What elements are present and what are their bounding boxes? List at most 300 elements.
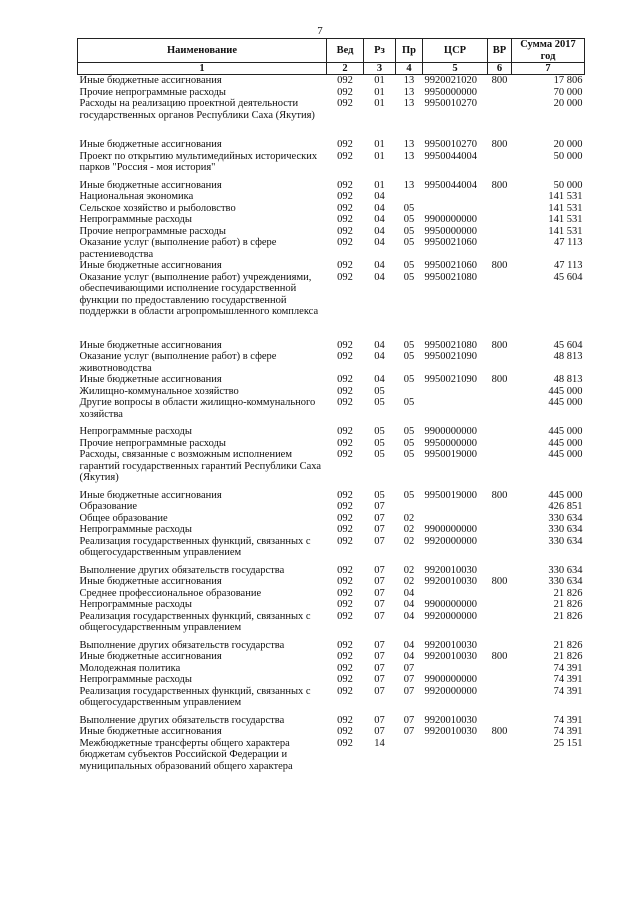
row-csr: 9920000000 xyxy=(424,535,477,547)
column-number: 4 xyxy=(396,63,423,75)
table-row xyxy=(78,386,585,398)
row-vr xyxy=(488,237,512,260)
row-sum: 20 000 xyxy=(553,139,583,150)
row-sum: 70 000 xyxy=(553,86,583,98)
row-ved: 092 xyxy=(337,397,353,408)
row-vr xyxy=(488,599,512,611)
row-pr: 05 xyxy=(403,397,415,408)
column-number: 5 xyxy=(423,63,488,75)
row-sum: 426 851 xyxy=(548,501,583,512)
row-sum: 330 634 xyxy=(548,524,583,535)
row-sum: 45 604 xyxy=(553,271,583,283)
row-vr xyxy=(488,686,512,715)
row-rz: 07 xyxy=(374,524,385,535)
table-row xyxy=(78,226,585,238)
table-row xyxy=(78,501,585,513)
row-ved: 092 xyxy=(337,225,353,237)
row-vr xyxy=(488,738,512,773)
row-name: Непрограммные расходы xyxy=(79,599,192,610)
row-vr xyxy=(488,524,512,536)
row-pr: 05 xyxy=(403,339,415,351)
row-rz: 01 xyxy=(374,75,385,86)
column-number: 2 xyxy=(327,63,364,75)
row-sum: 141 531 xyxy=(548,225,583,237)
row-ved: 092 xyxy=(337,512,353,524)
row-pr: 04 xyxy=(403,651,415,662)
table-row xyxy=(78,438,585,450)
row-rz: 04 xyxy=(374,191,385,202)
row-ved: 092 xyxy=(337,674,353,685)
row-vr xyxy=(488,397,512,426)
row-ved: 092 xyxy=(337,587,353,599)
row-sum: 25 151 xyxy=(553,737,583,749)
row-pr: 05 xyxy=(403,374,415,385)
row-pr: 02 xyxy=(403,512,415,524)
row-name: Иные бюджетные ассигнования xyxy=(79,179,222,191)
row-rz: 07 xyxy=(374,726,385,737)
row-sum: 50 000 xyxy=(553,179,583,191)
row-csr: 9900000000 xyxy=(424,524,477,535)
row-rz: 07 xyxy=(374,714,385,726)
row-ved: 092 xyxy=(337,449,353,460)
row-name: Оказание услуг (выполнение работ) в сфере животноводства xyxy=(79,351,277,374)
row-csr: 9950010270 xyxy=(424,139,477,150)
row-sum: 21 826 xyxy=(553,587,583,599)
row-csr: 9950019000 xyxy=(424,489,477,501)
table-row xyxy=(78,536,585,565)
row-rz: 05 xyxy=(374,437,385,449)
table-row xyxy=(78,151,585,180)
row-rz: 14 xyxy=(374,737,385,749)
column-number-row xyxy=(78,63,585,75)
row-sum: 141 531 xyxy=(548,202,583,214)
row-sum: 21 826 xyxy=(553,599,583,610)
row-vr xyxy=(488,513,512,525)
table-row xyxy=(78,272,585,340)
row-pr: 05 xyxy=(403,225,415,237)
row-name: Выполнение других обязательств государства xyxy=(79,714,285,726)
row-vr xyxy=(488,611,512,640)
row-ved: 092 xyxy=(337,576,353,587)
row-ved: 092 xyxy=(337,726,353,737)
row-vr xyxy=(488,501,512,513)
table-row xyxy=(78,726,585,738)
row-sum: 20 000 xyxy=(553,98,583,109)
row-name: Национальная экономика xyxy=(79,191,194,202)
table-row xyxy=(78,449,585,490)
table-row xyxy=(78,237,585,260)
row-csr: 9920000000 xyxy=(424,610,477,622)
row-sum: 48 813 xyxy=(553,351,583,362)
row-vr xyxy=(488,588,512,600)
row-csr: 9950021090 xyxy=(424,374,477,385)
table-row xyxy=(78,191,585,203)
row-rz: 04 xyxy=(374,351,385,362)
row-sum: 445 000 xyxy=(548,397,583,408)
row-vr: 800 xyxy=(491,339,508,351)
row-name: Прочие непрограммные расходы xyxy=(79,437,226,449)
row-name: Жилищно-коммунальное хозяйство xyxy=(79,385,239,397)
row-csr: 9920010030 xyxy=(424,639,477,651)
table-row xyxy=(78,674,585,686)
row-sum: 47 113 xyxy=(554,237,583,248)
table-row xyxy=(78,640,585,652)
row-ved: 092 xyxy=(337,651,353,662)
row-name: Оказание услуг (выполнение работ) в сфере растениеводства xyxy=(79,237,277,260)
row-csr: 9920010030 xyxy=(424,726,477,737)
row-csr: 9950019000 xyxy=(424,449,477,460)
row-rz: 01 xyxy=(374,86,385,98)
row-rz: 07 xyxy=(374,512,385,524)
row-ved: 092 xyxy=(337,501,353,512)
row-csr: 9900000000 xyxy=(424,674,477,685)
row-csr: 9950021080 xyxy=(424,271,477,283)
row-name: Выполнение других обязательств государства xyxy=(79,639,285,651)
row-rz: 05 xyxy=(374,426,385,437)
row-sum: 74 391 xyxy=(553,674,583,685)
row-sum: 445 000 xyxy=(548,449,583,460)
row-sum: 74 391 xyxy=(553,714,583,726)
row-rz: 01 xyxy=(374,179,385,191)
header-csr: ЦСР xyxy=(423,39,488,63)
row-sum: 330 634 xyxy=(548,535,583,547)
row-vr xyxy=(488,214,512,226)
table-row xyxy=(78,98,585,139)
row-rz: 07 xyxy=(374,662,385,674)
row-ved: 092 xyxy=(337,191,353,202)
row-name: Проект по открытию мультимедийных исторических парков "Россия - моя история" xyxy=(79,150,318,173)
row-name: Прочие непрограммные расходы xyxy=(79,225,226,237)
row-ved: 092 xyxy=(337,437,353,449)
table-row xyxy=(78,139,585,151)
row-csr: 9950021080 xyxy=(424,339,477,351)
row-vr xyxy=(488,191,512,203)
row-name: Реализация государственных функций, связанных с общегосударственным управлением xyxy=(79,610,311,633)
row-vr xyxy=(488,151,512,180)
row-csr: 9920010030 xyxy=(424,651,477,662)
row-pr: 13 xyxy=(403,150,415,162)
header-pr: Пр xyxy=(396,39,423,63)
table-row xyxy=(78,611,585,640)
row-rz: 04 xyxy=(374,214,385,225)
row-pr: 07 xyxy=(403,726,415,737)
row-sum: 74 391 xyxy=(553,662,583,674)
row-rz: 04 xyxy=(374,202,385,214)
row-csr xyxy=(423,203,488,215)
row-ved: 092 xyxy=(337,610,353,622)
row-pr: 07 xyxy=(403,674,415,685)
row-vr: 800 xyxy=(491,726,508,737)
row-pr: 05 xyxy=(403,437,415,449)
row-csr: 9950021090 xyxy=(424,351,477,362)
row-pr: 02 xyxy=(403,576,415,587)
row-name: Непрограммные расходы xyxy=(79,214,192,225)
row-vr xyxy=(488,438,512,450)
row-name: Непрограммные расходы xyxy=(79,674,192,685)
row-sum: 50 000 xyxy=(553,150,583,162)
row-rz: 07 xyxy=(374,501,385,512)
row-pr: 13 xyxy=(403,86,415,98)
row-vr xyxy=(488,536,512,565)
row-vr: 800 xyxy=(491,75,508,86)
row-sum: 445 000 xyxy=(548,437,583,449)
row-csr: 9920010030 xyxy=(424,576,477,587)
row-csr: 9900000000 xyxy=(424,599,477,610)
table-row xyxy=(78,524,585,536)
row-ved: 092 xyxy=(337,271,353,283)
row-rz: 04 xyxy=(374,374,385,385)
row-vr: 800 xyxy=(491,576,508,587)
row-sum: 445 000 xyxy=(548,385,583,397)
row-rz: 05 xyxy=(374,489,385,501)
row-csr: 9950000000 xyxy=(424,225,477,237)
table-row xyxy=(78,565,585,577)
row-csr xyxy=(423,191,488,203)
row-pr: 13 xyxy=(403,179,415,191)
row-ved: 092 xyxy=(337,339,353,351)
row-ved: 092 xyxy=(337,685,353,697)
row-rz: 07 xyxy=(374,587,385,599)
table-row xyxy=(78,588,585,600)
row-name: Иные бюджетные ассигнования xyxy=(79,489,222,501)
row-sum: 330 634 xyxy=(548,564,583,576)
row-name: Выполнение других обязательств государства xyxy=(79,564,285,576)
table-row xyxy=(78,490,585,502)
row-vr xyxy=(488,640,512,652)
row-sum: 21 826 xyxy=(553,639,583,651)
row-ved: 092 xyxy=(337,426,353,437)
row-ved: 092 xyxy=(337,639,353,651)
row-pr: 05 xyxy=(403,214,415,225)
row-csr xyxy=(423,501,488,513)
row-ved: 092 xyxy=(337,214,353,225)
table-row xyxy=(78,513,585,525)
row-sum: 445 000 xyxy=(548,489,583,501)
row-name: Среднее профессиональное образование xyxy=(79,587,262,599)
page-number: 7 xyxy=(317,25,323,37)
row-name: Иные бюджетные ассигнования xyxy=(79,651,222,662)
row-sum: 48 813 xyxy=(553,374,583,385)
row-rz: 07 xyxy=(374,564,385,576)
row-pr: 07 xyxy=(403,662,415,674)
row-rz: 01 xyxy=(374,150,385,162)
row-ved: 092 xyxy=(337,86,353,98)
row-ved: 092 xyxy=(337,374,353,385)
column-number: 7 xyxy=(512,63,585,75)
header-rz: Рз xyxy=(364,39,396,63)
row-vr xyxy=(488,715,512,727)
row-pr: 05 xyxy=(403,271,415,283)
row-sum: 47 113 xyxy=(554,260,583,271)
row-sum: 141 531 xyxy=(548,191,583,202)
row-csr xyxy=(423,386,488,398)
table-row xyxy=(78,260,585,272)
row-pr xyxy=(396,738,423,773)
row-ved: 092 xyxy=(337,202,353,214)
row-csr: 9950021060 xyxy=(424,260,477,271)
row-vr: 800 xyxy=(491,651,508,662)
row-name: Сельское хозяйство и рыболовство xyxy=(79,202,236,214)
row-rz: 04 xyxy=(374,260,385,271)
row-name: Иные бюджетные ассигнования xyxy=(79,576,222,587)
row-pr: 05 xyxy=(403,202,415,214)
table-row xyxy=(78,203,585,215)
row-rz: 07 xyxy=(374,599,385,610)
row-vr xyxy=(488,272,512,340)
row-csr xyxy=(423,397,488,426)
header-row xyxy=(78,39,585,63)
header-vr: ВР xyxy=(488,39,512,63)
row-pr: 05 xyxy=(403,237,415,248)
row-pr: 05 xyxy=(403,489,415,501)
row-rz: 07 xyxy=(374,535,385,547)
row-rz: 04 xyxy=(374,237,385,248)
row-rz: 07 xyxy=(374,639,385,651)
table-row xyxy=(78,397,585,426)
row-vr xyxy=(488,426,512,438)
table-row xyxy=(78,738,585,773)
row-pr: 07 xyxy=(403,685,415,697)
table-row xyxy=(78,214,585,226)
table-row xyxy=(78,663,585,675)
row-pr: 05 xyxy=(403,426,415,437)
row-ved: 092 xyxy=(337,150,353,162)
row-pr: 04 xyxy=(403,639,415,651)
row-sum: 445 000 xyxy=(548,426,583,437)
row-ved: 092 xyxy=(337,737,353,749)
row-sum: 21 826 xyxy=(553,651,583,662)
row-pr: 05 xyxy=(403,260,415,271)
row-pr: 04 xyxy=(403,599,415,610)
row-ved: 092 xyxy=(337,351,353,362)
row-pr xyxy=(396,501,423,513)
table-row xyxy=(78,75,585,87)
row-sum: 330 634 xyxy=(548,512,583,524)
row-vr xyxy=(488,351,512,374)
row-name: Прочие непрограммные расходы xyxy=(79,86,226,98)
row-sum: 45 604 xyxy=(553,339,583,351)
row-name: Реализация государственных функций, связанных с общегосударственным управлением xyxy=(79,685,311,708)
row-rz: 07 xyxy=(374,674,385,685)
row-name: Оказание услуг (выполнение работ) учреждениями, обеспечивающими исполнение государственной функции по предоставлению государственной поддержки в области агропромышленного комплекса xyxy=(79,271,319,317)
row-name: Общее образование xyxy=(79,512,168,524)
row-rz: 01 xyxy=(374,98,385,109)
row-vr xyxy=(488,98,512,139)
row-pr xyxy=(396,191,423,203)
row-csr: 9950044004 xyxy=(424,150,477,162)
table-row xyxy=(78,87,585,99)
row-vr: 800 xyxy=(491,489,508,501)
row-pr: 02 xyxy=(403,564,415,576)
row-vr: 800 xyxy=(491,260,508,271)
row-rz: 01 xyxy=(374,139,385,150)
row-sum: 17 806 xyxy=(553,75,583,86)
row-csr: 9950000000 xyxy=(424,437,477,449)
row-vr: 800 xyxy=(491,179,508,191)
row-sum: 330 634 xyxy=(548,576,583,587)
table-row xyxy=(78,180,585,192)
row-csr: 9920021020 xyxy=(424,75,477,86)
row-name: Расходы, связанные с возможным исполнением гарантий государственных гарантий Республики Саха (Якутия) xyxy=(79,449,322,483)
row-ved: 092 xyxy=(337,237,353,248)
row-rz: 05 xyxy=(374,385,385,397)
row-pr xyxy=(396,386,423,398)
row-rz: 07 xyxy=(374,610,385,622)
row-ved: 092 xyxy=(337,179,353,191)
row-vr xyxy=(488,386,512,398)
row-name: Реализация государственных функций, связанных с общегосударственным управлением xyxy=(79,535,311,558)
header-ved: Вед xyxy=(327,39,364,63)
row-pr: 04 xyxy=(403,610,415,622)
row-rz: 04 xyxy=(374,271,385,283)
row-rz: 07 xyxy=(374,576,385,587)
row-csr xyxy=(423,738,488,773)
row-vr xyxy=(488,663,512,675)
table-row xyxy=(78,651,585,663)
row-csr: 9950010270 xyxy=(424,98,477,109)
row-ved: 092 xyxy=(337,524,353,535)
row-pr: 02 xyxy=(403,524,415,535)
row-ved: 092 xyxy=(337,385,353,397)
row-pr: 07 xyxy=(403,714,415,726)
row-vr xyxy=(488,203,512,215)
row-sum: 74 391 xyxy=(553,726,583,737)
row-csr: 9900000000 xyxy=(424,426,477,437)
row-name: Иные бюджетные ассигнования xyxy=(79,75,222,86)
row-pr: 04 xyxy=(403,587,415,599)
row-csr: 9950044004 xyxy=(424,179,477,191)
table-row xyxy=(78,426,585,438)
row-ved: 092 xyxy=(337,564,353,576)
row-name: Непрограммные расходы xyxy=(79,524,192,535)
row-csr xyxy=(423,663,488,675)
row-rz: 04 xyxy=(374,225,385,237)
row-rz: 07 xyxy=(374,651,385,662)
column-number: 1 xyxy=(78,63,327,75)
table-row xyxy=(78,599,585,611)
row-ved: 092 xyxy=(337,535,353,547)
row-name: Непрограммные расходы xyxy=(79,426,192,437)
row-name: Иные бюджетные ассигнования xyxy=(79,339,222,351)
header-sum: Сумма 2017 год xyxy=(512,39,585,63)
row-csr: 9920010030 xyxy=(424,564,477,576)
row-vr xyxy=(488,565,512,577)
row-sum: 141 531 xyxy=(548,214,583,225)
row-rz: 05 xyxy=(374,397,385,408)
row-csr: 9950021060 xyxy=(424,237,477,248)
row-name: Другие вопросы в области жилищно-коммунального хозяйства xyxy=(79,397,316,420)
row-ved: 092 xyxy=(337,98,353,109)
column-number: 6 xyxy=(488,63,512,75)
row-csr xyxy=(423,513,488,525)
row-vr: 800 xyxy=(491,139,508,150)
row-vr xyxy=(488,226,512,238)
table-row xyxy=(78,351,585,374)
row-rz: 07 xyxy=(374,685,385,697)
table-row xyxy=(78,576,585,588)
row-vr xyxy=(488,449,512,490)
row-vr xyxy=(488,87,512,99)
row-name: Иные бюджетные ассигнования xyxy=(79,726,222,737)
row-csr: 9920000000 xyxy=(424,685,477,697)
row-sum: 21 826 xyxy=(553,610,583,622)
row-vr xyxy=(488,674,512,686)
row-pr: 05 xyxy=(403,449,415,460)
column-number: 3 xyxy=(364,63,396,75)
row-pr: 13 xyxy=(403,139,415,150)
row-ved: 092 xyxy=(337,75,353,86)
row-csr: 9900000000 xyxy=(424,214,477,225)
